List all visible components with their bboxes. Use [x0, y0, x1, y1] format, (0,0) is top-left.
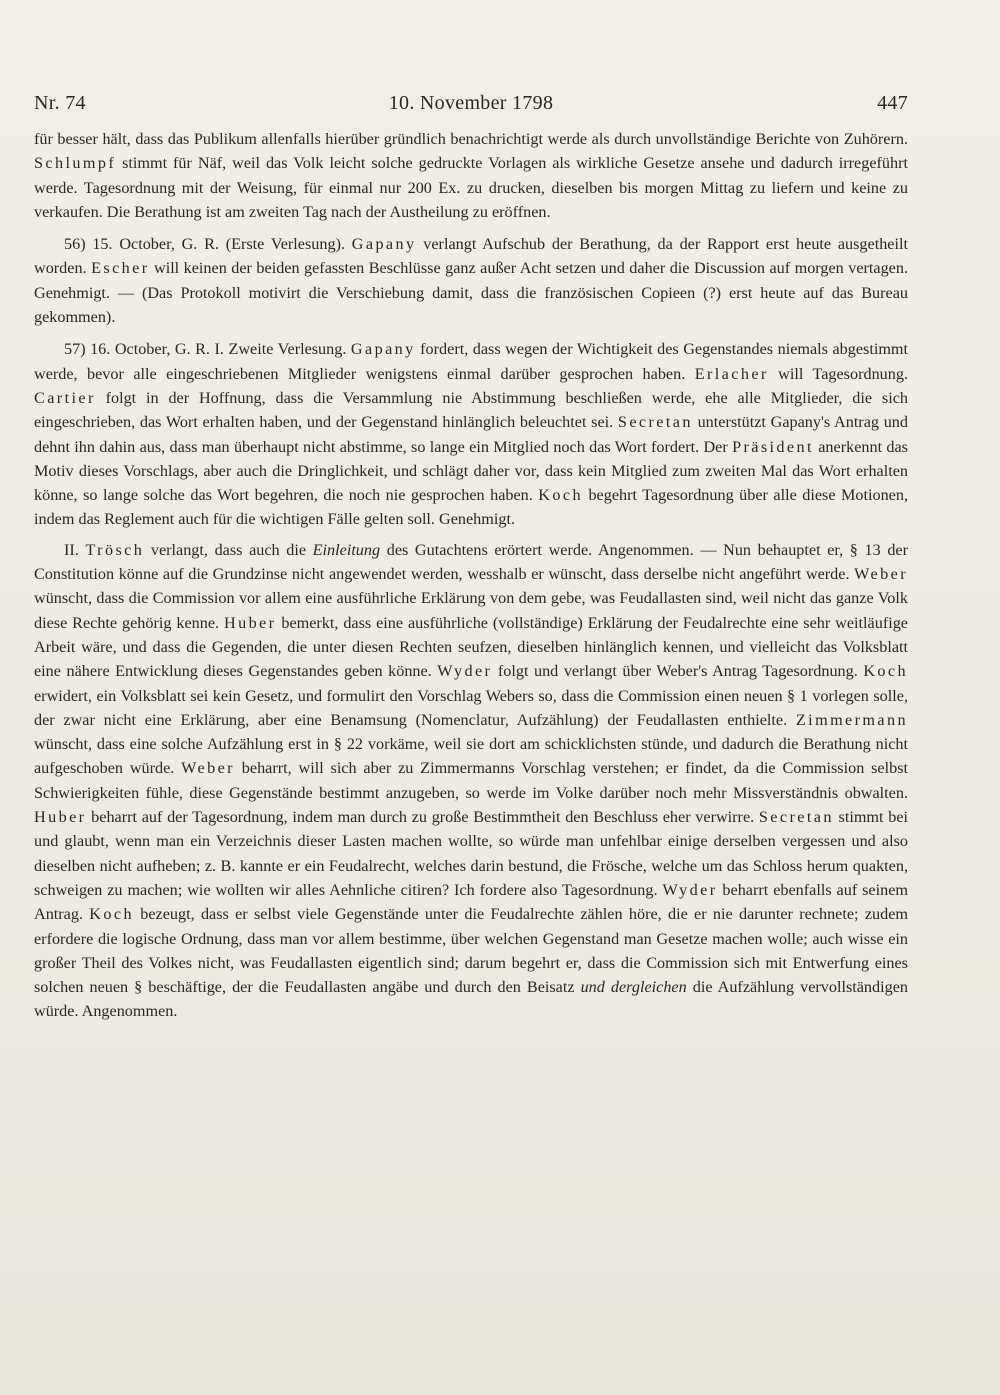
page-number: 447 — [877, 92, 908, 114]
text-run: folgt in der Hoffnung, dass die Versammlung nie Abstimmung beschließen werde, ehe alle Mitglieder, die sich eingeschrieben, das Wort erhalten haben, und der Gegenstand hinlänglich beleuchtet sei. — [34, 388, 908, 432]
speaker-name: Secretan — [758, 808, 834, 827]
speaker-name: Escher — [91, 259, 150, 278]
paragraph-part-ii — [34, 538, 908, 1024]
text-run: beharrt auf der Tagesordnung, indem man durch zu große Bestimmtheit den Beschluss eher verwirre. — [86, 808, 759, 827]
speaker-name: Weber — [854, 565, 908, 584]
text-run: II. — [64, 540, 86, 559]
text-run: für besser hält, dass das Publikum allenfalls hierüber gründlich benachrichtigt werde als durch unvollständige Berichte von Zuhörern. — [34, 130, 908, 148]
speaker-name: Wyder — [437, 662, 493, 681]
text-run: bemerkt, dass eine ausführliche (vollständige) Erklärung der Feudalrechte eine sehr weitläufige Arbeit wäre, und dass die Gegenden, die unter diesen Rechten seufzen, dieselben hinlänglich kennen, und vielleicht das Volksblatt eine nähere Entwicklung dieses Gegenstandes geben könne. — [34, 613, 908, 681]
text-run: anerkennt das Motiv dieses Vorschlags, aber auch die Dringlichkeit, und schlägt daher vor, dass kein Mitglied zum zweiten Mal das Wort erhalten könne, so lange solche das Wort begehren, die noch nie gesprochen haben. — [34, 437, 908, 505]
text-run: bezeugt, dass er selbst viele Gegenstände unter die Feudalrechte zählen höre, die er nie darunter rechnete; zudem erfordere die logische Ordnung, dass man vor allem bestimme, über welchen Gegenstand man Gesetze machen wolle; auch wisse ein großer Theil des Volkes nicht, was Feudallasten eigentlich sind; darum begehrt er, dass die Commission sich mit Entwerfung eines solchen neuen § beschäftige, der die Feudallasten angäbe und durch den Beisatz — [34, 905, 908, 997]
italic-term: und dergleichen — [580, 978, 687, 997]
speaker-name: Erlacher — [694, 364, 769, 383]
document-number: Nr. 74 — [34, 92, 86, 114]
text-run: stimmt für Näf, weil das Volk leicht solche gedruckte Vorlagen als wirkliche Gesetze ansehe und dadurch irregeführt werde. Tagesordnung mit der Weisung, für einmal nur 200 Ex. zu drucken, dieselben bis morgen Mittag zu liefern und keine zu verkaufen. Die Berathung ist am zweiten Tag nach der Austheilung zu eröffnen. — [34, 154, 908, 221]
speaker-name: Wyder — [662, 880, 718, 899]
text-run: folgt und verlangt über Weber's Antrag Tagesordnung. — [492, 662, 864, 681]
text-run: verlangt Aufschub der Berathung, da der Rapport erst heute ausgetheilt worden. — [34, 235, 908, 278]
text-run: begehrt Tagesordnung über alle diese Motionen, indem das Reglement auch für die wichtigen Fälle gelten soll. Genehmigt. — [34, 486, 908, 529]
text-run: des Gutachtens erörtert werde. Angenommen. — Nun behauptet er, § 13 der Constitution könne auf die Grundzinse nicht angewendet werden, wesshalb er wünscht, dass derselbe nicht angeführt werde. — [34, 540, 908, 584]
text-run: stimmt bei und glaubt, wenn man ein Verzeichnis dieser Lasten machen wollte, so würde man unfehlbar einige derselben vergessen und also dieselben nicht aufheben; z. B. kannte er ein Feudalrecht, welches darin bestund, die Frösche, welche um das Schloss herum quakten, schweigen zu machen; wie wollten wir alles Aehnliche citiren? Ich fordere also Tagesordnung. — [34, 808, 908, 899]
speaker-name: Koch — [89, 905, 134, 924]
speaker-name: Weber — [181, 759, 235, 778]
text-run: 57) 16. October, G. R. I. Zweite Verlesung. — [64, 340, 351, 359]
speaker-name: Koch — [863, 662, 908, 681]
speaker-name: Cartier — [34, 388, 96, 407]
text-run: wünscht, dass die Commission vor allem eine ausführliche Erklärung von dem gebe, was Feudallasten sind, weil nicht das ganze Volk diese Rechte gehörig kenne. — [34, 589, 908, 632]
speaker-name: Gapany — [351, 235, 417, 254]
text-run: verlangt, dass auch die — [144, 540, 313, 559]
speaker-name: Gapany — [350, 340, 416, 359]
speaker-name: Zimmermann — [795, 710, 908, 729]
text-run: die Aufzählung vervollständigen würde. Angenommen. — [34, 978, 908, 1021]
text-run: unterstützt Gapany's Antrag und dehnt ihn dahin aus, dass man überhaupt nicht abstimme, so lange ein Mitglied noch das Wort fordert. Der — [34, 413, 908, 456]
page-header — [34, 92, 908, 122]
text-run: will keinen der beiden gefassten Beschlüsse ganz außer Acht setzen und daher die Discussion auf morgen vertagen. Genehmigt. — (Das Protokoll motivirt die Verschiebung damit, dass die französischen Copieen (?) erst heute auf das Bureau gekommen). — [34, 259, 909, 327]
italic-term: Einleitung — [312, 540, 381, 559]
speaker-name: Präsident — [732, 437, 814, 456]
speaker-name: Schlumpf — [34, 154, 117, 173]
page-date: 10. November 1798 — [388, 92, 554, 114]
text-run: 56) 15. October, G. R. (Erste Verlesung). — [64, 235, 352, 254]
text-run: wünscht, dass eine solche Aufzählung erst in § 22 vorkäme, weil sie dort am schicklichsten stünde, und dadurch die Berathung nicht aufgeschoben würde. — [34, 735, 908, 778]
paragraph-entry-57 — [34, 337, 908, 531]
paragraph-continuation — [34, 127, 908, 224]
page-body — [34, 127, 908, 1024]
speaker-name: Trösch — [85, 540, 145, 559]
text-run: beharrt ebenfalls auf seinem Antrag. — [34, 880, 908, 924]
speaker-name: Huber — [223, 613, 277, 632]
speaker-name: Koch — [538, 486, 583, 505]
text-run: fordert, dass wegen der Wichtigkeit des Gegenstandes niemals abgestimmt werde, bevor alle eingeschriebenen Mitglieder wenigstens einmal darüber gesprochen haben. — [34, 340, 908, 383]
text-run: beharrt, will sich aber zu Zimmermanns Vorschlag verstehen; er findet, da die Commission selbst Schwierigkeiten fühle, diese Gegenstände bestimmt anzugeben, so werde im Volke darüber noch mehr Missverständnis obwalten. — [34, 759, 908, 802]
text-run: will Tagesordnung. — [768, 364, 908, 383]
text-run: erwidert, ein Volksblatt sei kein Gesetz, und formulirt den Vorschlag Webers so, dass die Commission einen neuen § 1 vorlegen solle, der zwar nicht eine Erklärung, aber eine Benamsung (Nomenclatur, Aufzählung) der Feudallasten enthielte. — [34, 686, 908, 729]
speaker-name: Huber — [34, 808, 87, 827]
speaker-name: Secretan — [617, 413, 693, 432]
paragraph-entry-56 — [34, 232, 908, 329]
